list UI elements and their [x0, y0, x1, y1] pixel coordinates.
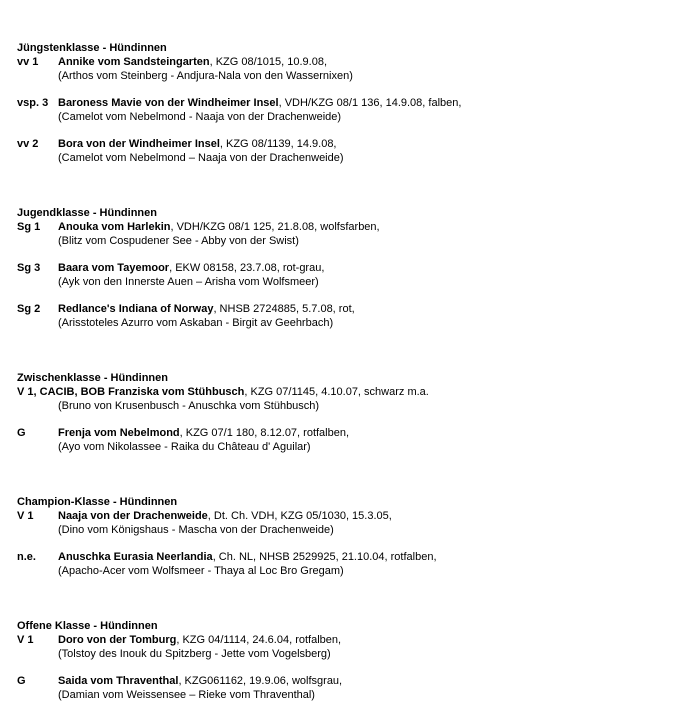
dog-details: , VDH/KZG 08/1 125, 21.8.08, wolfsfarben,	[170, 221, 380, 233]
dog-parents: (Ayo vom Nikolassee - Raika du Château d' Aguilar)	[58, 441, 311, 453]
class-section	[17, 619, 687, 702]
grade-label: vsp. 3	[17, 97, 49, 109]
dog-parents: (Camelot vom Nebelmond – Naaja von der Drachenweide)	[58, 152, 344, 164]
dog-entry	[17, 674, 687, 702]
dog-name: Baara vom Tayemoor	[58, 262, 170, 274]
class-section	[17, 495, 687, 578]
grade-label: vv 1	[17, 56, 39, 68]
dog-entry	[17, 261, 687, 289]
dog-name: Anuschka Eurasia Neerlandia	[58, 551, 213, 563]
dog-parents: (Dino vom Königshaus - Mascha von der Drachenweide)	[58, 524, 334, 536]
dog-details: , Dt. Ch. VDH, KZG 05/1030, 15.3.05,	[207, 510, 392, 522]
entry-main-line	[58, 426, 349, 440]
grade-label: n.e.	[17, 551, 36, 563]
class-section	[17, 41, 687, 165]
dog-parents: (Ayk von den Innerste Auen – Arisha vom Wolfsmeer)	[58, 276, 319, 288]
results-document	[17, 41, 687, 702]
entry-main-line	[58, 96, 461, 110]
grade-label: Sg 2	[17, 303, 41, 315]
dog-entry	[17, 385, 687, 413]
dog-parents: (Arisstoteles Azurro vom Askaban - Birgit av Geehrbach)	[58, 317, 334, 329]
dog-name: Doro von der Tomburg	[58, 634, 177, 646]
entry-main-line	[58, 633, 341, 647]
dog-name: Franziska vom Stühbusch	[108, 386, 245, 398]
dog-parents: (Apacho-Acer vom Wolfsmeer - Thaya al Loc Bro Gregam)	[58, 565, 344, 577]
dog-entry	[17, 550, 687, 578]
dog-entry	[17, 426, 687, 454]
entry-main-line	[58, 137, 337, 151]
dog-details: , Ch. NL, NHSB 2529925, 21.10.04, rotfalben,	[212, 551, 437, 563]
dog-entry	[17, 220, 687, 248]
dog-details: , KZG 07/1145, 4.10.07, schwarz m.a.	[244, 386, 429, 398]
dog-parents: (Camelot vom Nebelmond - Naaja von der Drachenweide)	[58, 111, 342, 123]
dog-name: Naaja von der Drachenweide	[58, 510, 208, 522]
dog-name: Annike vom Sandsteingarten	[58, 56, 210, 68]
entry-main-line	[58, 674, 342, 688]
entry-main-line	[58, 220, 380, 234]
entry-main-line	[58, 302, 355, 316]
grade-label: Sg 3	[17, 262, 41, 274]
dog-parents: (Damian vom Weissensee – Rieke vom Thraventhal)	[58, 689, 315, 701]
dog-parents: (Bruno von Krusenbusch - Anuschka vom Stühbusch)	[58, 400, 320, 412]
grade-label: G	[17, 427, 26, 439]
section-title: Jugendklasse - Hündinnen	[17, 207, 157, 219]
dog-parents: (Blitz vom Cospudener See - Abby von der Swist)	[58, 235, 299, 247]
grade-label: G	[17, 675, 26, 687]
class-section	[17, 371, 687, 454]
dog-entry	[17, 302, 687, 330]
dog-entry	[17, 137, 687, 165]
dog-entry	[17, 509, 687, 537]
dog-details: , EKW 08158, 23.7.08, rot-grau,	[169, 262, 325, 274]
entry-main-line	[58, 509, 392, 523]
dog-entry	[17, 96, 687, 124]
dog-parents: (Arthos vom Steinberg - Andjura-Nala von den Wassernixen)	[58, 70, 353, 82]
dog-name: Frenja vom Nebelmond	[58, 427, 180, 439]
entry-main-line	[58, 550, 437, 564]
dog-details: , NHSB 2724885, 5.7.08, rot,	[213, 303, 355, 315]
dog-details: , KZG 07/1 180, 8.12.07, rotfalben,	[179, 427, 350, 439]
entry-main-line	[58, 55, 327, 69]
dog-name: Baroness Mavie von der Windheimer Insel	[58, 97, 279, 109]
grade-label: V 1	[17, 510, 34, 522]
dog-details: , KZG 08/1139, 14.9.08,	[219, 138, 337, 150]
dog-details: , KZG061162, 19.9.06, wolfsgrau,	[178, 675, 343, 687]
dog-entry	[17, 633, 687, 661]
class-section	[17, 206, 687, 330]
grade-label: V 1, CACIB, BOB	[17, 386, 106, 398]
grade-label: V 1	[17, 634, 34, 646]
dog-details: , KZG 04/1114, 24.6.04, rotfalben,	[176, 634, 342, 646]
dog-details: , VDH/KZG 08/1 136, 14.9.08, falben,	[278, 97, 462, 109]
entry-main-line	[17, 385, 429, 399]
dog-name: Anouka vom Harlekin	[58, 221, 171, 233]
section-title: Offene Klasse - Hündinnen	[17, 620, 158, 632]
section-title: Zwischenklasse - Hündinnen	[17, 372, 168, 384]
dog-parents: (Tolstoy des Inouk du Spitzberg - Jette vom Vogelsberg)	[58, 648, 331, 660]
dog-details: , KZG 08/1015, 10.9.08,	[209, 56, 328, 68]
grade-label: vv 2	[17, 138, 39, 150]
section-title: Champion-Klasse - Hündinnen	[17, 496, 178, 508]
dog-name: Saida vom Thraventhal	[58, 675, 179, 687]
entry-main-line	[58, 261, 324, 275]
section-title: Jüngstenklasse - Hündinnen	[17, 42, 167, 54]
grade-label: Sg 1	[17, 221, 41, 233]
dog-name: Bora von der Windheimer Insel	[58, 138, 220, 150]
dog-name: Redlance's Indiana of Norway	[58, 303, 214, 315]
dog-entry	[17, 55, 687, 83]
